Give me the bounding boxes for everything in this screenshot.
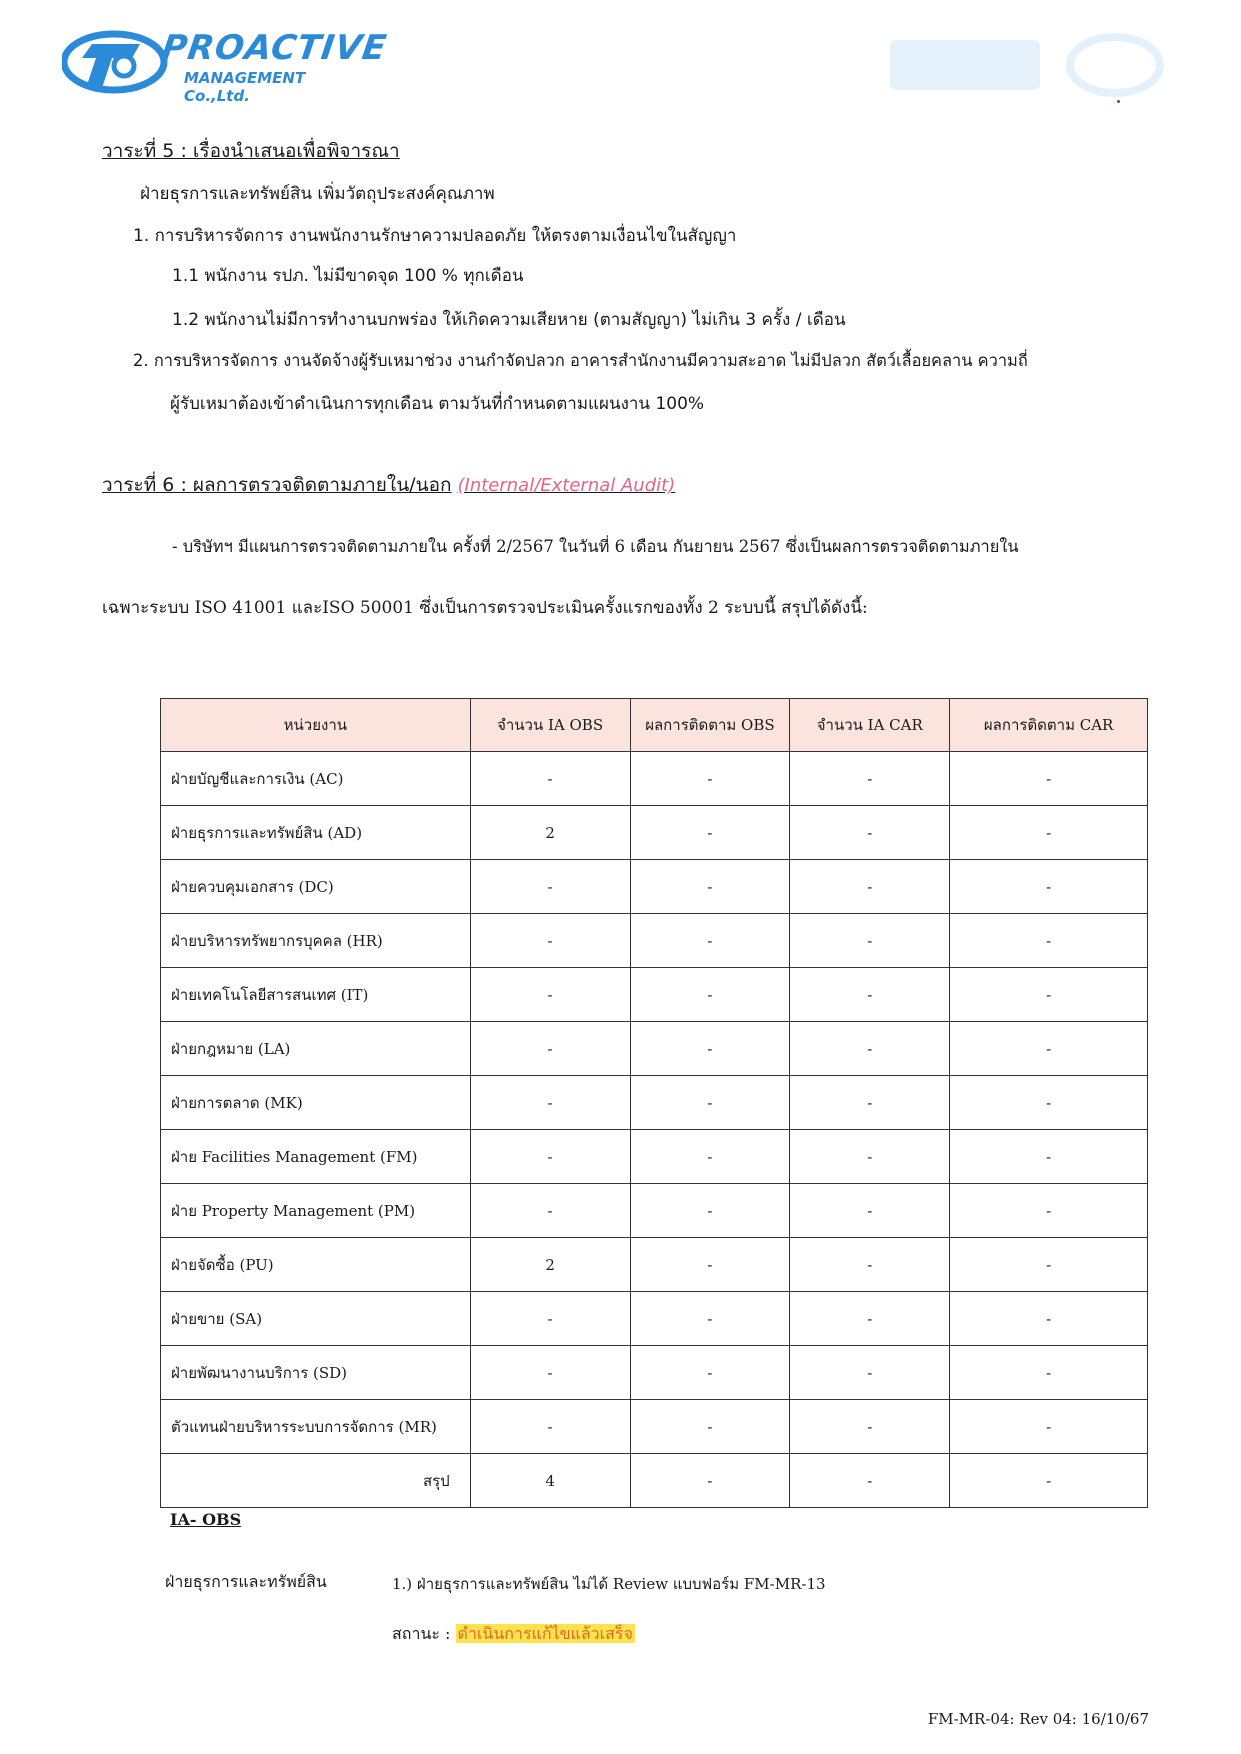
- value-cell: -: [470, 1130, 630, 1184]
- table-row: [161, 1130, 1148, 1184]
- table-row: [161, 914, 1148, 968]
- page-speck: [1117, 100, 1120, 103]
- value-cell: -: [790, 1022, 950, 1076]
- agenda-5-dept-line: ฝ่ายธุรการและทรัพย์สิน เพิ่มวัตถุประสงค์คุณภาพ: [140, 184, 495, 204]
- value-cell: -: [790, 914, 950, 968]
- table-row: [161, 752, 1148, 806]
- value-cell: -: [950, 968, 1148, 1022]
- value-cell: -: [950, 1292, 1148, 1346]
- value-cell: -: [630, 1184, 790, 1238]
- agenda-5-item-2: 2. การบริหารจัดการ งานจัดจ้างผู้รับเหมาช่วง งานกำจัดปลวก อาคารสำนักงานมีความสะอาด ไม่มีปลวก สัตว์เลื้อยคลาน ความถี่: [133, 351, 1028, 370]
- status-value: ดำเนินการแก้ไขแล้วเสร็จ: [457, 1624, 633, 1643]
- value-cell: -: [790, 1184, 950, 1238]
- header-car-followup: ผลการติดตาม CAR: [950, 699, 1148, 752]
- value-cell: -: [790, 860, 950, 914]
- table-row: [161, 1400, 1148, 1454]
- value-cell: -: [470, 1076, 630, 1130]
- value-cell: -: [470, 860, 630, 914]
- value-cell: -: [470, 1400, 630, 1454]
- agenda-6-para-2: เฉพาะระบบ ISO 41001 และISO 50001 ซึ่งเป็นการตรวจประเมินครั้งแรกของทั้ง 2 ระบบนี้ สรุปได้ดังนี้:: [102, 598, 868, 618]
- table-total-row: [161, 1454, 1148, 1508]
- department-cell: ฝ่ายบัญชีและการเงิน (AC): [161, 752, 471, 806]
- total-value-cell: -: [950, 1454, 1148, 1508]
- value-cell: -: [470, 1184, 630, 1238]
- value-cell: -: [630, 1238, 790, 1292]
- ia-obs-department: ฝ่ายธุรการและทรัพย์สิน: [165, 1572, 327, 1591]
- department-cell: ฝ่ายเทคโนโลยีสารสนเทศ (IT): [161, 968, 471, 1022]
- total-value-cell: 4: [470, 1454, 630, 1508]
- value-cell: -: [470, 1022, 630, 1076]
- value-cell: -: [790, 806, 950, 860]
- agenda-5-item-1: 1. การบริหารจัดการ งานพนักงานรักษาความปลอดภัย ให้ตรงตามเงื่อนไขในสัญญา: [133, 226, 737, 246]
- value-cell: -: [630, 968, 790, 1022]
- value-cell: 2: [470, 1238, 630, 1292]
- table-row: [161, 1022, 1148, 1076]
- department-cell: ตัวแทนฝ่ายบริหารระบบการจัดการ (MR): [161, 1400, 471, 1454]
- ia-obs-heading: IA- OBS: [170, 1510, 242, 1529]
- value-cell: -: [950, 1346, 1148, 1400]
- agenda-6-para-1: - บริษัทฯ มีแผนการตรวจติดตามภายใน ครั้งที่ 2/2567 ในวันที่ 6 เดือน กันยายน 2567 ซึ่งเป็นผลการตรวจติดตามภายใน: [172, 537, 1019, 556]
- value-cell: -: [790, 968, 950, 1022]
- table-header-row: [161, 699, 1148, 752]
- value-cell: -: [950, 1022, 1148, 1076]
- value-cell: -: [950, 914, 1148, 968]
- value-cell: -: [470, 1292, 630, 1346]
- total-value-cell: -: [790, 1454, 950, 1508]
- value-cell: -: [790, 1292, 950, 1346]
- logo-subtitle: MANAGEMENT Co.,Ltd.: [184, 69, 306, 105]
- agenda-5-item-1-1: 1.1 พนักงาน รปภ. ไม่มีขาดจุด 100 % ทุกเดือน: [172, 266, 524, 286]
- table-row: [161, 1238, 1148, 1292]
- value-cell: -: [630, 1346, 790, 1400]
- table-row: [161, 1184, 1148, 1238]
- department-cell: ฝ่ายขาย (SA): [161, 1292, 471, 1346]
- total-value-cell: -: [630, 1454, 790, 1508]
- logo-name: PROACTIVE: [159, 28, 390, 68]
- department-cell: ฝ่าย Facilities Management (FM): [161, 1130, 471, 1184]
- value-cell: -: [790, 1238, 950, 1292]
- value-cell: -: [630, 752, 790, 806]
- value-cell: -: [630, 1292, 790, 1346]
- value-cell: 2: [470, 806, 630, 860]
- agenda-5-heading: วาระที่ 5 : เรื่องนำเสนอเพื่อพิจารณา: [102, 140, 400, 162]
- total-label-cell: สรุป: [161, 1454, 471, 1508]
- department-cell: ฝ่ายควบคุมเอกสาร (DC): [161, 860, 471, 914]
- header-department: หน่วยงาน: [161, 699, 471, 752]
- agenda-5-item-1-2: 1.2 พนักงานไม่มีการทำงานบกพร่อง ให้เกิดความเสียหาย (ตามสัญญา) ไม่เกิน 3 ครั้ง / เดือน: [172, 310, 846, 330]
- header-obs-followup: ผลการติดตาม OBS: [630, 699, 790, 752]
- department-cell: ฝ่ายบริหารทรัพยากรบุคคล (HR): [161, 914, 471, 968]
- header-ia-car-count: จำนวน IA CAR: [790, 699, 950, 752]
- table-row: [161, 968, 1148, 1022]
- value-cell: -: [950, 1238, 1148, 1292]
- value-cell: -: [630, 860, 790, 914]
- status-label: สถานะ :: [392, 1624, 451, 1643]
- department-cell: ฝ่าย Property Management (PM): [161, 1184, 471, 1238]
- table-row: [161, 860, 1148, 914]
- value-cell: -: [630, 1400, 790, 1454]
- value-cell: -: [470, 914, 630, 968]
- value-cell: -: [950, 1076, 1148, 1130]
- value-cell: -: [950, 1184, 1148, 1238]
- table-row: [161, 1346, 1148, 1400]
- agenda-5-item-2-cont: ผู้รับเหมาต้องเข้าดำเนินการทุกเดือน ตามวันที่กำหนดตามแผนงาน 100%: [170, 394, 705, 414]
- department-cell: ฝ่ายพัฒนางานบริการ (SD): [161, 1346, 471, 1400]
- value-cell: -: [790, 1076, 950, 1130]
- agenda-6-heading: [102, 470, 675, 500]
- value-cell: -: [790, 1346, 950, 1400]
- value-cell: -: [950, 1400, 1148, 1454]
- value-cell: -: [630, 1022, 790, 1076]
- table-row: [161, 806, 1148, 860]
- value-cell: -: [950, 860, 1148, 914]
- header-ia-obs-count: จำนวน IA OBS: [470, 699, 630, 752]
- value-cell: -: [790, 1130, 950, 1184]
- value-cell: -: [630, 1130, 790, 1184]
- document-code: FM-MR-04: Rev 04: 16/10/67: [927, 1710, 1149, 1728]
- department-cell: ฝ่ายจัดซื้อ (PU): [161, 1238, 471, 1292]
- agenda-6-title: วาระที่ 6 : ผลการตรวจติดตามภายใน/นอก: [102, 474, 452, 496]
- value-cell: -: [950, 806, 1148, 860]
- company-logo: [62, 22, 390, 105]
- value-cell: -: [630, 1076, 790, 1130]
- watermark-logo-icon: [890, 30, 1170, 100]
- value-cell: -: [790, 752, 950, 806]
- audit-results-table: [160, 698, 1148, 1508]
- value-cell: -: [950, 1130, 1148, 1184]
- value-cell: -: [630, 806, 790, 860]
- table-row: [161, 1076, 1148, 1130]
- value-cell: -: [470, 968, 630, 1022]
- value-cell: -: [950, 752, 1148, 806]
- department-cell: ฝ่ายธุรการและทรัพย์สิน (AD): [161, 806, 471, 860]
- value-cell: -: [470, 1346, 630, 1400]
- value-cell: -: [630, 914, 790, 968]
- value-cell: -: [790, 1400, 950, 1454]
- table-row: [161, 1292, 1148, 1346]
- value-cell: -: [470, 752, 630, 806]
- ia-obs-status: [392, 1622, 635, 1647]
- department-cell: ฝ่ายกฎหมาย (LA): [161, 1022, 471, 1076]
- ia-obs-finding: 1.) ฝ่ายธุรการและทรัพย์สิน ไม่ได้ Review แบบฟอร์ม FM-MR-13: [392, 1575, 826, 1593]
- logo-emblem-icon: [62, 22, 172, 102]
- agenda-6-title-en: (Internal/External Audit): [457, 475, 676, 496]
- department-cell: ฝ่ายการตลาด (MK): [161, 1076, 471, 1130]
